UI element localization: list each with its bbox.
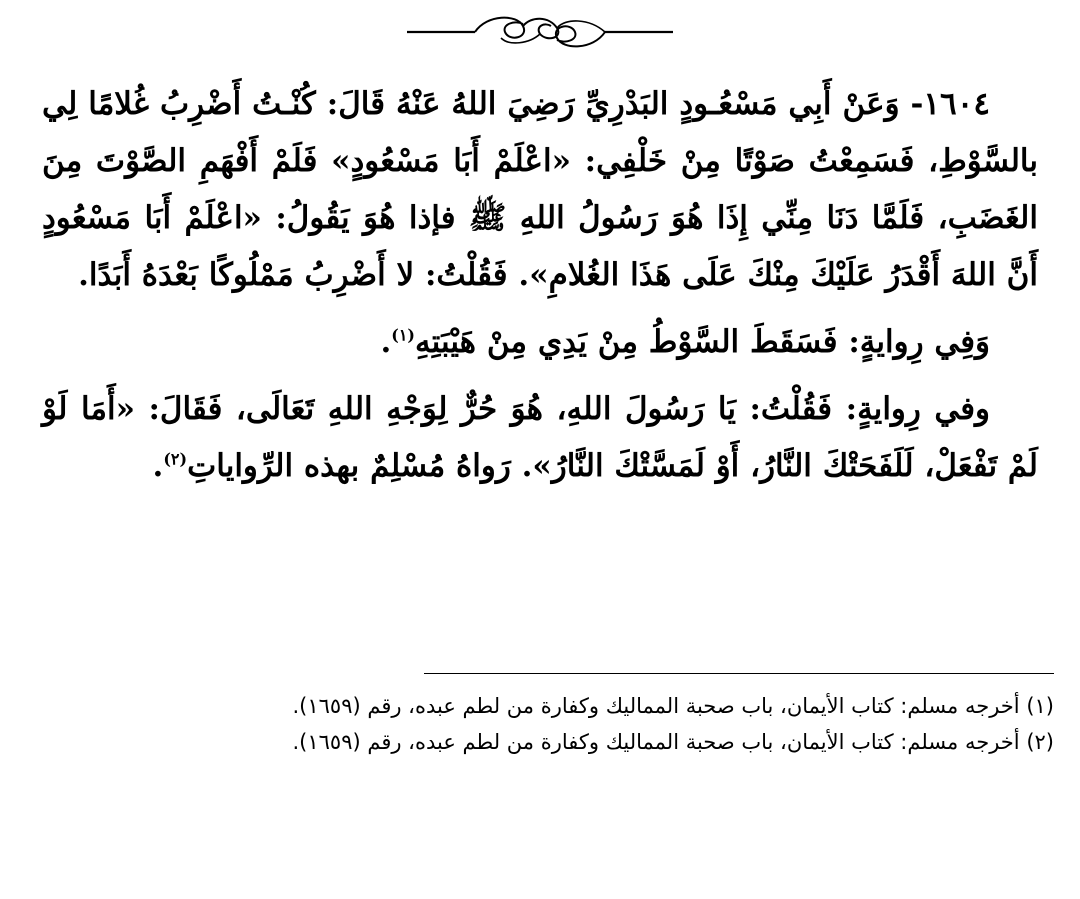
footnote-2-number: (٢) [1026,730,1054,754]
narration-1-text: وَفِي رِوايةٍ: فَسَقَطَ السَّوْطُ مِنْ يَدِي مِنْ هَيْبَتِهِ [415,324,990,360]
footnote-2 [110,724,1054,760]
footnote-1-number: (١) [1026,694,1054,718]
footnote-separator [424,673,1054,674]
footnote-1 [110,688,1054,724]
narration-2-text: وفي رِوايةٍ: فَقُلْتُ: يَا رَسُولَ اللهِ، هُوَ حُرٌّ لِوَجْهِ اللهِ تَعَالَى، فَقَالَ: «أَمَا لَوْ لَمْ تَفْعَلْ، لَلَفَحَتْكَ النَّارُ، أَوْ لَمَسَّتْكَ النَّارُ». رَواهُ مُسْلِمٌ بهذه الرِّواياتِ [42,391,1038,484]
hadith-paragraph-main: ١٦٠٤- وَعَنْ أَبِي مَسْعُـودٍ البَدْرِيِّ رَضِيَ اللهُ عَنْهُ قَالَ: كُنْـتُ أَضْرِبُ غُلامًا لِي بالسَّوْطِ، فَسَمِعْتُ صَوْتًا مِنْ خَلْفِي: «اعْلَمْ أَبَا مَسْعُودٍ» فَلَمْ أَفْهَمِ الصَّوْتَ مِنَ الغَضَبِ، فَلَمَّا دَنَا مِنِّي إِذَا هُوَ رَسُولُ اللهِ ﷺ فإذا هُوَ يَقُولُ: «اعْلَمْ أَبَا مَسْعُودٍ أَنَّ اللهَ أَقْدَرُ عَلَيْكَ مِنْكَ عَلَى هَذَا الغُلامِ». فَقُلْتُ: لا أَضْرِبُ مَمْلُوكًا بَعْدَهُ أَبَدًا. [42,86,1038,293]
footnote-2-text: أخرجه مسلم: كتاب الأيمان، باب صحبة المماليك وكفارة من لطم عبده، رقم (١٦٥٩). [292,730,1020,754]
hadith-paragraph-narration-1 [42,314,1038,371]
footnote-1-text: أخرجه مسلم: كتاب الأيمان، باب صحبة المماليك وكفارة من لطم عبده، رقم (١٦٥٩). [292,694,1020,718]
hadith-paragraph-narration-2 [42,381,1038,495]
hadith-body [42,76,1038,495]
narration-2-end: . [152,448,164,484]
footnote-ref-1[interactable]: (١) [391,325,415,345]
ornament-divider-icon [405,8,675,48]
footnote-ref-2[interactable]: (٢) [163,449,188,469]
narration-1-end: . [380,324,392,360]
footnotes [110,688,1054,760]
